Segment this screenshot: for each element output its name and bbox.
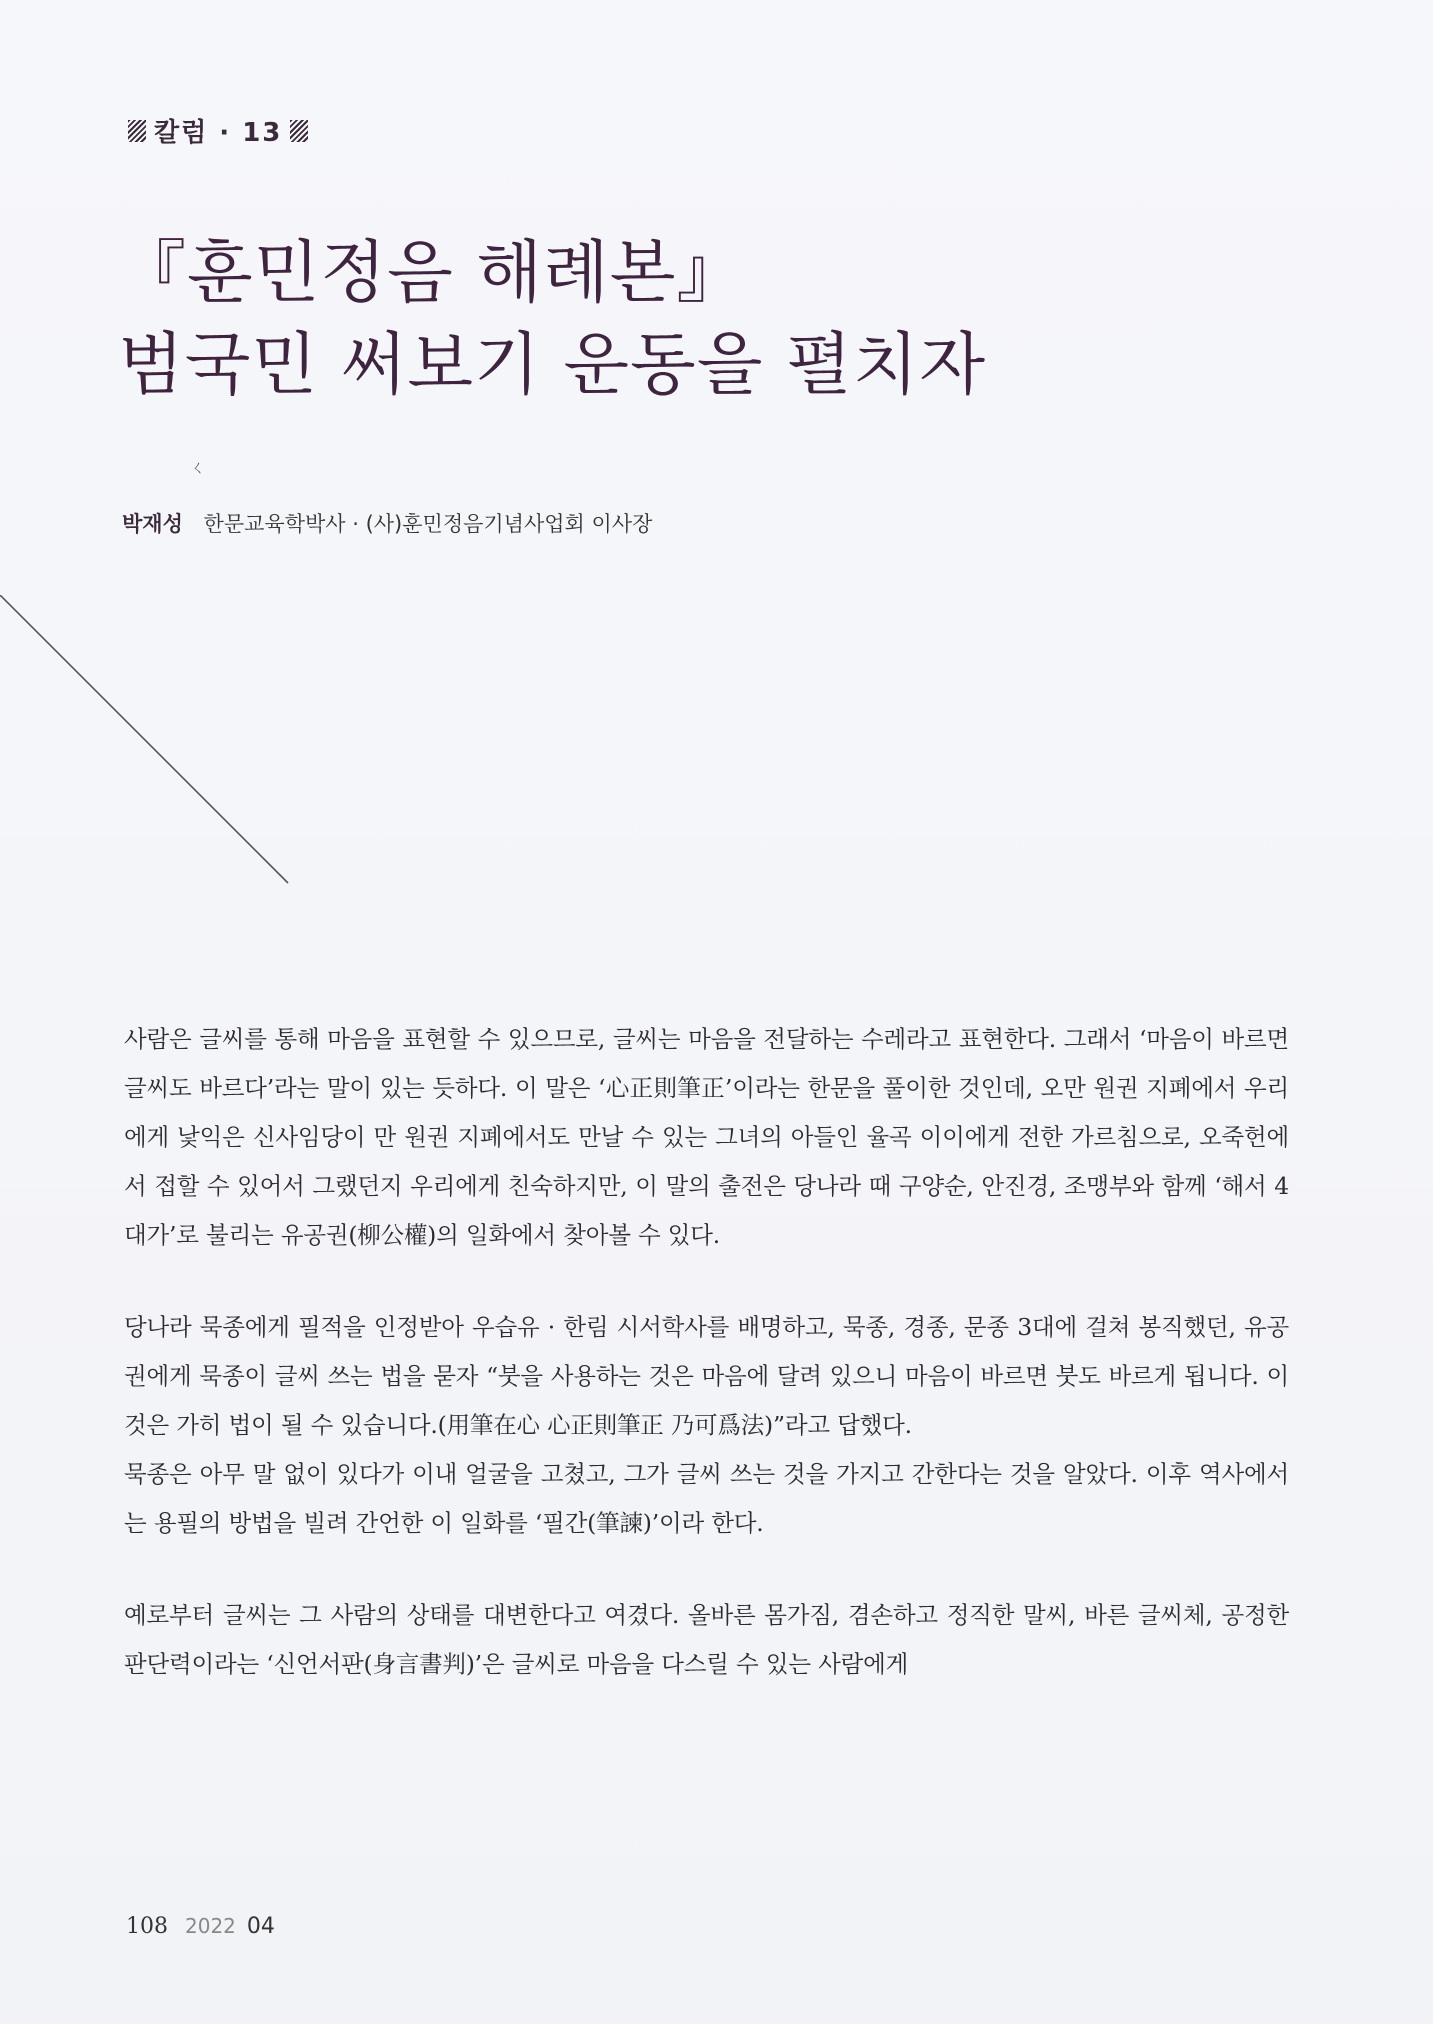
decorative-diagonal-line [0, 595, 290, 885]
right-bracket-ornament-icon [290, 120, 308, 142]
author-byline [122, 508, 652, 538]
stray-mark: ㄑ [190, 458, 207, 477]
page-footer [126, 1914, 275, 1939]
left-bracket-ornament-icon [128, 120, 146, 142]
author-affiliation: 한문교육학박사 · (사)훈민정음기념사업회 이사장 [203, 512, 653, 536]
column-section-label [128, 112, 308, 149]
column-label-text: 칼럼 · 13 [154, 118, 283, 148]
body-paragraph-2: 당나라 묵종에게 필적을 인정받아 우습유 · 한림 시서학사를 배명하고, 묵종, 경종, 문종 3대에 걸쳐 봉직했던, 유공권에게 묵종이 글씨 쓰는 법을 묻자 “붓을 사용하는 것은 마음에 달려 있으니 마음이 바르면 붓도 바르게 됩니다. 이것은 가히 법이 될 수 있습니다.(用筆在心 心正則筆正 乃可爲法)”라고 답했다. [124, 1313, 1289, 1439]
article-body [124, 1015, 1289, 1732]
author-name: 박재성 [122, 512, 183, 536]
body-paragraph-3: 묵종은 아무 말 없이 있다가 이내 얼굴을 고쳤고, 그가 글씨 쓰는 것을 가지고 간한다는 것을 알았다. 이후 역사에서는 용필의 방법을 빌려 간언한 이 일화를 ‘필간(筆諫)’이라 한다. [124, 1460, 1289, 1537]
body-paragraph-1: 사람은 글씨를 통해 마음을 표현할 수 있으므로, 글씨는 마음을 전달하는 수레라고 표현한다. 그래서 ‘마음이 바르면 글씨도 바르다’라는 말이 있는 듯하다. 이 말은 ‘心正則筆正’이라는 한문을 풀이한 것인데, 오만 원권 지폐에서 우리에게 낯익은 신사임당이 만 원권 지폐에서도 만날 수 있는 그녀의 아들인 율곡 이이에게 전한 가르침으로, 오죽헌에서 접할 수 있어서 그랬던지 우리에게 친숙하지만, 이 말의 출전은 당나라 때 구양순, 안진경, 조맹부와 함께 ‘해서 4대가’로 불리는 유공권(柳公權)의 일화에서 찾아볼 수 있다. [124, 1025, 1289, 1249]
article-title [118, 228, 986, 412]
article-title-line-2: 범국민 써보기 운동을 펼치자 [118, 326, 987, 405]
issue-number: 04 [246, 1914, 275, 1939]
body-paragraph-4: 예로부터 글씨는 그 사람의 상태를 대변한다고 여겼다. 올바른 몸가짐, 겸손하고 정직한 말씨, 바른 글씨체, 공정한 판단력이라는 ‘신언서판(身言書判)’은 글씨로 마음을 다스릴 수 있는 사람에게 [124, 1601, 1289, 1678]
issue-year: 2022 [185, 1914, 236, 1938]
article-title-line-1: 『훈민정음 해례본』 [118, 234, 746, 313]
page-number: 108 [126, 1914, 168, 1939]
